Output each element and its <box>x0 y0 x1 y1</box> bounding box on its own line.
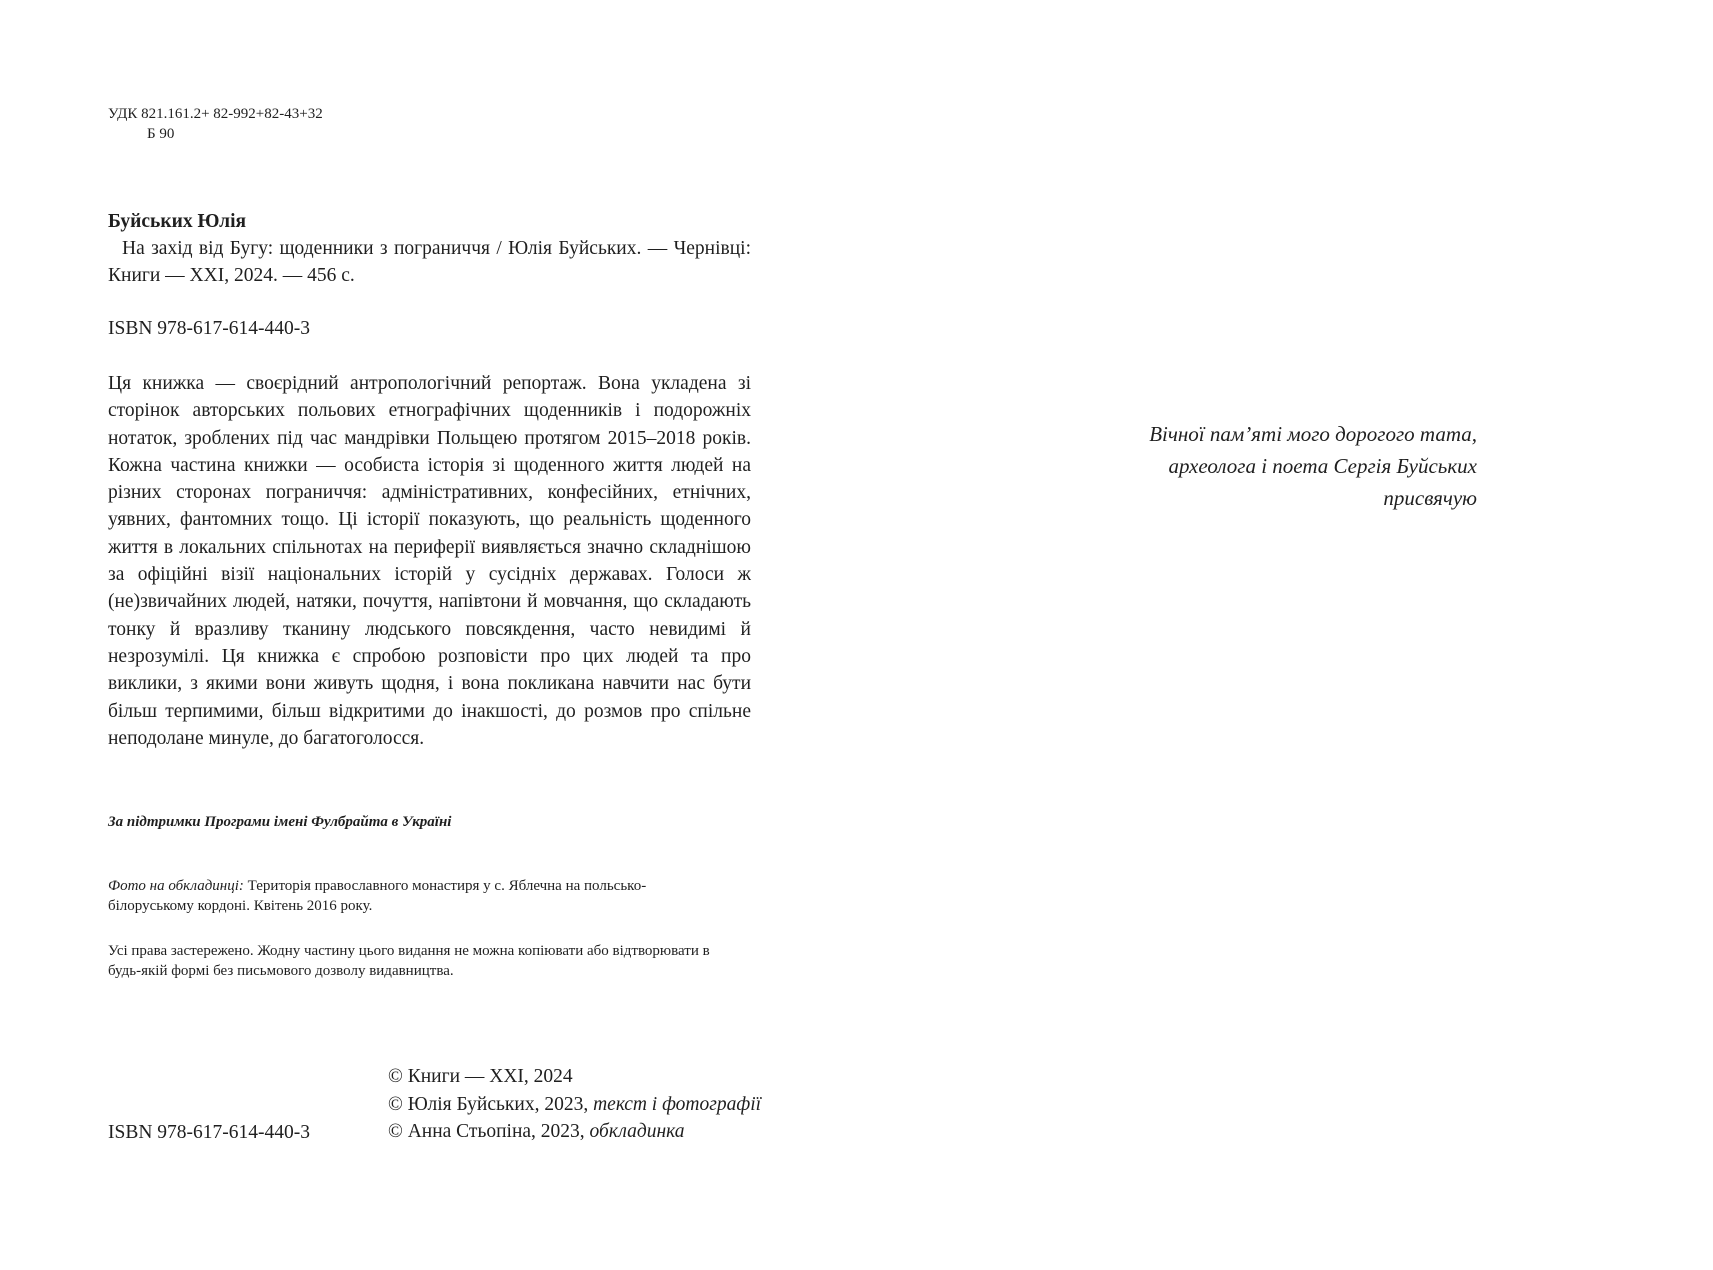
bibliographic-entry: На захід від Бугу: щоденники з пограниччя / Юлія Буйських. — Чернівці: Книги — XXI, 2024. — 456 с. <box>108 238 751 286</box>
udk-classification <box>108 104 323 144</box>
copyright-author <box>388 1091 761 1119</box>
dedication-line-3: присвячую <box>1383 486 1477 510</box>
right-page <box>856 0 1713 1270</box>
copyright-cover-artist <box>388 1118 761 1146</box>
copyright-block <box>388 1063 761 1146</box>
author-mark: Б 90 <box>147 126 175 142</box>
dedication <box>977 418 1477 514</box>
copyright-author-main: © Юлія Буйських, 2023, <box>388 1093 589 1115</box>
bibliographic-record <box>108 208 751 289</box>
cover-photo-credit <box>108 876 728 916</box>
left-page <box>0 0 856 1270</box>
copyright-publisher: © Книги — XXI, 2024 <box>388 1066 573 1087</box>
dedication-line-1: Вічної пам’яті мого дорогого тата, <box>1149 422 1477 446</box>
isbn-bottom: ISBN 978-617-614-440-3 <box>108 1122 311 1143</box>
author-name: Буйських Юлія <box>108 211 247 232</box>
udk-code: УДК 821.161.2+ 82-992+82-43+32 <box>108 106 323 122</box>
copyright-cover-main: © Анна Стьопіна, 2023, <box>388 1121 585 1142</box>
cover-photo-label: Фото на обкладинці: <box>108 878 244 894</box>
copyright-cover-role: обкладинка <box>584 1121 685 1142</box>
copyright-author-role: текст і фотографії <box>588 1093 762 1115</box>
cover-photo-description: Територія православного монастиря у с. Яблечна на польсько-білоруському кордоні. Квітень 2016 року. <box>108 878 647 914</box>
book-abstract: Ця книжка — своєрідний антропологічний репортаж. Вона укладена зі сторінок авторських польових етнографічних щоденників і подорожніх нотаток, зроблених під час мандрівки Польщею протягом 2015–2018 років. Кожна частина книжки — особиста історія зі щоденного життя людей на різних сторонах пограниччя: адміністративних, конфесійних, етнічних, уявних, фантомних тощо. Ці історії показують, що реальність щоденного життя в локальних спільнотах на периферії виявляється значно складнішою за офіційні візії національних історій у сусідніх державах. Голоси ж (не)звичайних людей, натяки, почуття, напівтони й мовчання, що складають тонку й вразливу тканину людського повсякдення, часто невидимі й незрозумілі. Ця книжка є спробою розповісти про цих людей та про виклики, з якими вони живуть щодня, і вона покликана навчити нас бути більш терпимими, більш відкритими до інакшості, до розмов про спільне неподолане минуле, до багатоголосся. <box>108 373 751 749</box>
rights-notice: Усі права застережено. Жодну частину цього видання не можна копіювати або відтворювати в будь-якій формі без письмового дозволу видавництва. <box>108 943 710 979</box>
dedication-line-2: археолога і поета Сергія Буйських <box>1168 454 1477 478</box>
support-note: За підтримки Програми імені Фулбрайта в Україні <box>108 814 452 830</box>
isbn-top: ISBN 978-617-614-440-3 <box>108 318 311 339</box>
